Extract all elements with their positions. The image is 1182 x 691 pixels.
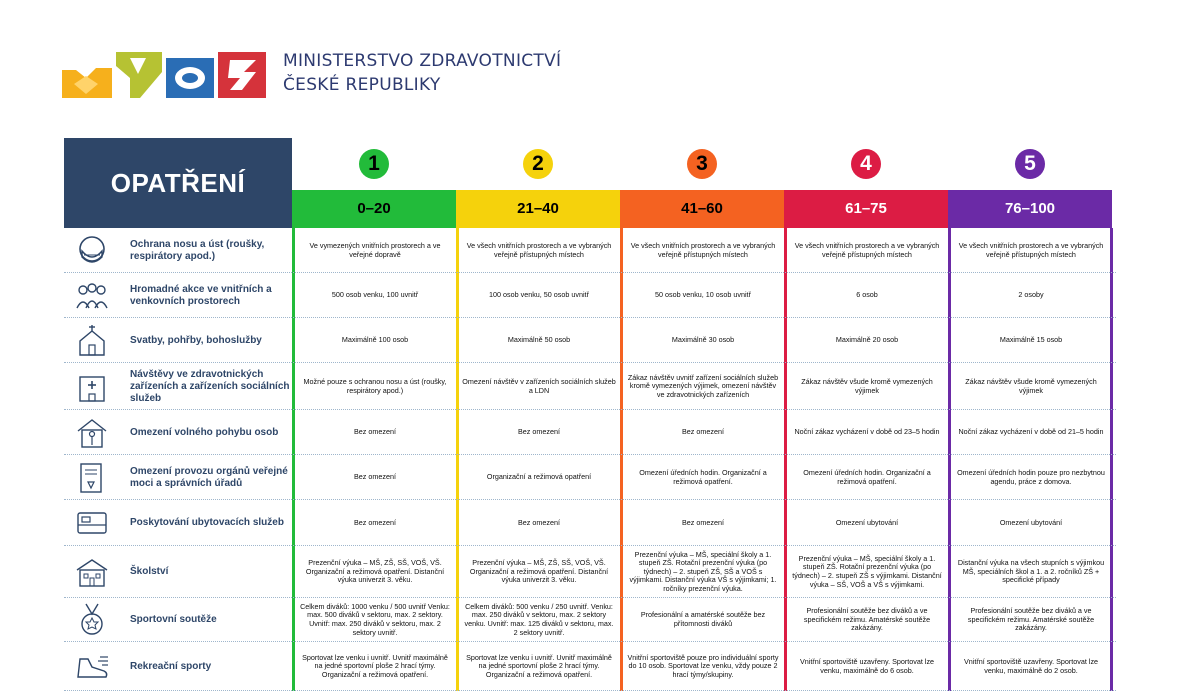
table-cell-level-1 (295, 318, 455, 363)
cell-text: 500 osob venku, 100 uvnitř (331, 290, 419, 300)
cell-text: Ve všech vnitřních prostorech a ve vybraných veřejně přístupných místech (466, 240, 612, 259)
table-row (64, 642, 1116, 691)
row-label-cell (64, 598, 292, 642)
table-row (64, 273, 1116, 318)
table-row (64, 410, 1116, 455)
cell-text: Maximálně 20 osob (835, 335, 899, 345)
table-cell-level-2 (459, 455, 619, 500)
table-cell-level-4 (787, 546, 947, 598)
row-label-cell (64, 410, 292, 455)
row-label-skolstvi: Školství (130, 566, 169, 577)
cell-text: Zákaz návštěv uvnitř zařízení sociálních služeb kromě vymezených výjimek, omezení návštěv ve zdravotnických zařízeních (627, 372, 779, 399)
table-cell-level-1 (295, 500, 455, 546)
table-cell-level-3 (623, 318, 783, 363)
table-cell-level-4 (787, 642, 947, 691)
table-cell-level-5 (951, 642, 1111, 691)
cell-text: 100 osob venku, 50 osob uvnitř (489, 290, 589, 300)
table-cell-level-1 (295, 598, 455, 642)
row-label-cell (64, 228, 292, 273)
table-cell-level-1 (295, 273, 455, 318)
cell-text: Ve vymezených vnitřních prostorech a ve veřejné dopravě (309, 240, 441, 259)
row-label-sportovni-souteze: Sportovní soutěže (130, 614, 217, 625)
level-range: 41–60 (620, 190, 784, 228)
table-cell-level-5 (951, 598, 1111, 642)
table-cell-level-3 (623, 500, 783, 546)
cell-text: Profesionální soutěže bez diváků a ve specifickém režimu. Amatérské soutěže zakázány. (967, 606, 1095, 633)
cell-text: 2 osoby (1018, 290, 1044, 300)
table-cell-level-1 (295, 642, 455, 691)
cell-text: 6 osob (856, 290, 878, 300)
cell-text: Prezenční výuka – MŠ, speciální školy a 1. stupeň ZŠ. Rotační prezenční výuka (po týdnech) – 2. stupeň ZŠ s výjimkami. Distanční výuka – SŠ, VOŠ a VŠ s výjimkami. (792, 553, 942, 589)
cell-text: Prezenční výuka – MŠ, speciální školy a 1. stupeň ZŠ. Rotační prezenční výuka (po týdnech) – 2. stupeň ZŠ, SŠ a VOŠ s výjimkami. Distanční výuka VŠ s výjimkami; 1. ročníky prezenční výuka. (629, 549, 777, 593)
row-label-omezeni-volneho-pohybu-osob: Omezení volného pohybu osob (130, 426, 279, 438)
level-number-badge: 4 (851, 149, 881, 179)
table-cell-level-4 (787, 598, 947, 642)
cell-text: Bez omezení (518, 427, 560, 437)
logo-mark-orange (62, 64, 112, 98)
table-cell-level-2 (459, 546, 619, 598)
cell-text: Celkem diváků: 500 venku / 250 uvnitř. Venku: max. 250 diváků v sektoru, max. 2 sektory venku. Uvnitř: max. 125 diváků v sektoru, max. 2 sektory uvnitř. (464, 601, 614, 637)
cell-text: Omezení úředních hodin. Organizační a režimová opatření. (803, 467, 931, 486)
cell-text: Ve všech vnitřních prostorech a ve vybraných veřejně přístupných místech (794, 240, 940, 259)
table-row (64, 363, 1116, 410)
table-cell-level-2 (459, 642, 619, 691)
cell-text: Omezení ubytování (835, 517, 899, 527)
level-range: 61–75 (784, 190, 948, 228)
cell-text: Omezení úředních hodin. Organizační a režimová opatření. (639, 467, 767, 486)
cell-text: Sportovat lze venku i uvnitř. Uvnitř maximálně na jedné sportovní ploše 2 hrací týmy. Organizační a režimová opatření. (302, 652, 448, 679)
table-cell-level-3 (623, 228, 783, 273)
level-number-badge: 2 (523, 149, 553, 179)
logo-mark-red (218, 52, 266, 98)
level-range: 0–20 (292, 190, 456, 228)
row-label-hromadne-akce-ve-vnitrnich-a-v: Hromadné akce ve vnitřních a venkovních prostorech (130, 283, 272, 307)
cell-text: Noční zákaz vycházení v době od 23–5 hodin (794, 427, 940, 437)
table-cell-level-2 (459, 318, 619, 363)
face-mask-icon (74, 233, 110, 269)
cell-text: Prezenční výuka – MŠ, ZŠ, SŠ, VOŠ, VŠ. Organizační a režimová opatření. Distanční výuka univerzit 3. věku. (305, 558, 445, 585)
level-header-3 (620, 138, 784, 228)
table-cell-level-1 (295, 455, 455, 500)
table-cell-level-3 (623, 642, 783, 691)
cell-text: Distanční výuka na všech stupních s výjimkou MŠ, speciálních škol a 1. a 2. ročníků ZŠ + specifické případy (957, 558, 1105, 585)
logo-mark-green (116, 52, 162, 98)
ministry-name-line1: MINISTERSTVO ZDRAVOTNICTVÍ (283, 51, 562, 71)
table-row (64, 455, 1116, 500)
ministry-name-line2: ČESKÉ REPUBLIKY (283, 75, 441, 95)
level-range: 21–40 (456, 190, 620, 228)
table-cell-level-4 (787, 318, 947, 363)
level-number-badge: 3 (687, 149, 717, 179)
cell-text: Maximálně 100 osob (341, 335, 409, 345)
row-label-poskytovani-ubytovacich-sluzeb: Poskytování ubytovacích služeb (130, 517, 284, 528)
table-row (64, 228, 1116, 273)
row-label-navstevy-ve-zdravotnickych-zar: Návštěvy ve zdravotnických zařízeních a zařízeních sociálních služeb (130, 368, 290, 404)
table-row (64, 546, 1116, 598)
cell-text: Ve všech vnitřních prostorech a ve vybraných veřejně přístupných místech (630, 240, 776, 259)
running-shoe-icon (74, 649, 110, 685)
logo-mark-blue (166, 58, 214, 98)
table-cell-level-5 (951, 546, 1111, 598)
row-label-omezeni-provozu-organu-verejne: Omezení provozu orgánů veřejné moci a správních úřadů (130, 465, 288, 489)
cell-text: Omezení úředních hodin pouze pro nezbytnou agendu, práce z domova. (957, 467, 1105, 486)
cell-text: Profesionální a amatérské soutěže bez přítomnosti diváků (640, 610, 766, 628)
bed-icon (74, 505, 110, 541)
table-row (64, 318, 1116, 363)
row-label-ochrana-nosu-a-ust-rousky-resp: Ochrana nosu a úst (roušky, respirátory apod.) (130, 238, 265, 262)
table-cell-level-2 (459, 410, 619, 455)
row-label-cell (64, 455, 292, 500)
table-cell-level-4 (787, 410, 947, 455)
table-row (64, 500, 1116, 546)
table-cell-level-2 (459, 228, 619, 273)
table-cell-level-3 (623, 546, 783, 598)
table-cell-level-3 (623, 363, 783, 410)
level-header-2 (456, 138, 620, 228)
row-label-cell (64, 318, 292, 363)
row-label-cell (64, 363, 292, 410)
table-cell-level-2 (459, 598, 619, 642)
table-cell-level-5 (951, 273, 1111, 318)
table-cell-level-5 (951, 318, 1111, 363)
table-cell-level-4 (787, 363, 947, 410)
table-cell-level-1 (295, 546, 455, 598)
table-cell-level-4 (787, 500, 947, 546)
cell-text: Zákaz návštěv všude kromě vymezených výjimek (801, 376, 933, 395)
cell-text: Zákaz návštěv všude kromě vymezených výjimek (965, 376, 1097, 395)
cell-text: Bez omezení (354, 517, 396, 527)
cell-text: Maximálně 15 osob (999, 335, 1063, 345)
table-cell-level-4 (787, 455, 947, 500)
cell-text: Omezení návštěv v zařízeních sociálních služeb a LDN (462, 376, 616, 395)
cell-text: Možné pouze s ochranou nosu a úst (roušky, respirátory apod.) (303, 376, 447, 395)
ministry-name (283, 49, 561, 97)
level-range: 76–100 (948, 190, 1112, 228)
row-label-cell (64, 642, 292, 691)
medal-icon (74, 602, 110, 638)
table-cell-level-5 (951, 228, 1111, 273)
table-cell-level-5 (951, 455, 1111, 500)
cell-text: Celkem diváků: 1000 venku / 500 uvnitř Venku: max. 500 diváků v sektoru, max. 2 sektory. Uvnitř: max. 250 diváků v sektoru, max. 2 sektory uvnitř. (300, 601, 450, 637)
cell-text: Organizační a režimová opatření (486, 472, 592, 482)
cell-text: Maximálně 30 osob (671, 335, 735, 345)
table-row (64, 598, 1116, 642)
cell-text: Profesionální soutěže bez diváků a ve specifickém režimu. Amatérské soutěže zakázány. (803, 606, 931, 633)
cell-text: Bez omezení (682, 517, 724, 527)
table-cell-level-3 (623, 410, 783, 455)
row-label-cell (64, 500, 292, 546)
level-number-badge: 5 (1015, 149, 1045, 179)
table-title: OPATŘENÍ (64, 138, 292, 228)
row-label-svatby-pohrby-bohosluzby: Svatby, pohřby, bohoslužby (130, 334, 262, 346)
house-person-icon (74, 415, 110, 451)
table-cell-level-4 (787, 228, 947, 273)
table-cell-level-3 (623, 273, 783, 318)
cell-text: Vnitřní sportoviště pouze pro individuální sporty do 10 osob. Sportovat lze venku, vždy pouze 2 hrací týmy/skupiny. (627, 652, 779, 679)
group-people-icon (74, 278, 110, 314)
table-cell-level-5 (951, 500, 1111, 546)
cell-text: Omezení ubytování (999, 517, 1063, 527)
cell-text: Vnitřní sportoviště uzavřeny. Sportovat lze venku, maximálně do 6 osob. (799, 656, 935, 675)
row-label-cell (64, 546, 292, 598)
cell-text: Bez omezení (354, 427, 396, 437)
level-header-4 (784, 138, 948, 228)
row-label-rekreacni-sporty: Rekreační sporty (130, 660, 212, 672)
table-cell-level-1 (295, 363, 455, 410)
cell-text: Noční zákaz vycházení v době od 21–5 hodin (958, 427, 1104, 437)
cell-text: 50 osob venku, 10 osob uvnitř (655, 290, 751, 300)
table-cell-level-1 (295, 228, 455, 273)
table-cell-level-2 (459, 273, 619, 318)
level-header-1 (292, 138, 456, 228)
hospital-icon (74, 369, 110, 405)
table-cell-level-2 (459, 500, 619, 546)
cell-text: Bez omezení (354, 472, 396, 482)
table-cell-level-1 (295, 410, 455, 455)
cell-text: Vnitřní sportoviště uzavřeny. Sportovat lze venku, maximálně do 2 osob. (963, 656, 1099, 675)
table-cell-level-5 (951, 410, 1111, 455)
level-number-badge: 1 (359, 149, 389, 179)
cell-text: Prezenční výuka – MŠ, ZŠ, SŠ, VOŠ, VŠ. Organizační a režimová opatření. Distanční výuka univerzit 3. věku. (469, 558, 609, 585)
cell-text: Bez omezení (682, 427, 724, 437)
cell-text: Ve všech vnitřních prostorech a ve vybraných veřejně přístupných místech (958, 240, 1104, 259)
table-cell-level-3 (623, 455, 783, 500)
church-icon (74, 323, 110, 359)
table-cell-level-2 (459, 363, 619, 410)
cell-text: Sportovat lze venku i uvnitř. Uvnitř maximálně na jedné sportovní ploše 2 hrací týmy. Organizační a režimová opatření. (466, 652, 612, 679)
cell-text: Maximálně 50 osob (507, 335, 571, 345)
school-building-icon (74, 554, 110, 590)
office-document-icon (74, 460, 110, 496)
cell-text: Bez omezení (518, 517, 560, 527)
table-cell-level-3 (623, 598, 783, 642)
table-cell-level-4 (787, 273, 947, 318)
ministry-logo (62, 48, 266, 98)
level-header-5 (948, 138, 1112, 228)
table-cell-level-5 (951, 363, 1111, 410)
row-label-cell (64, 273, 292, 318)
